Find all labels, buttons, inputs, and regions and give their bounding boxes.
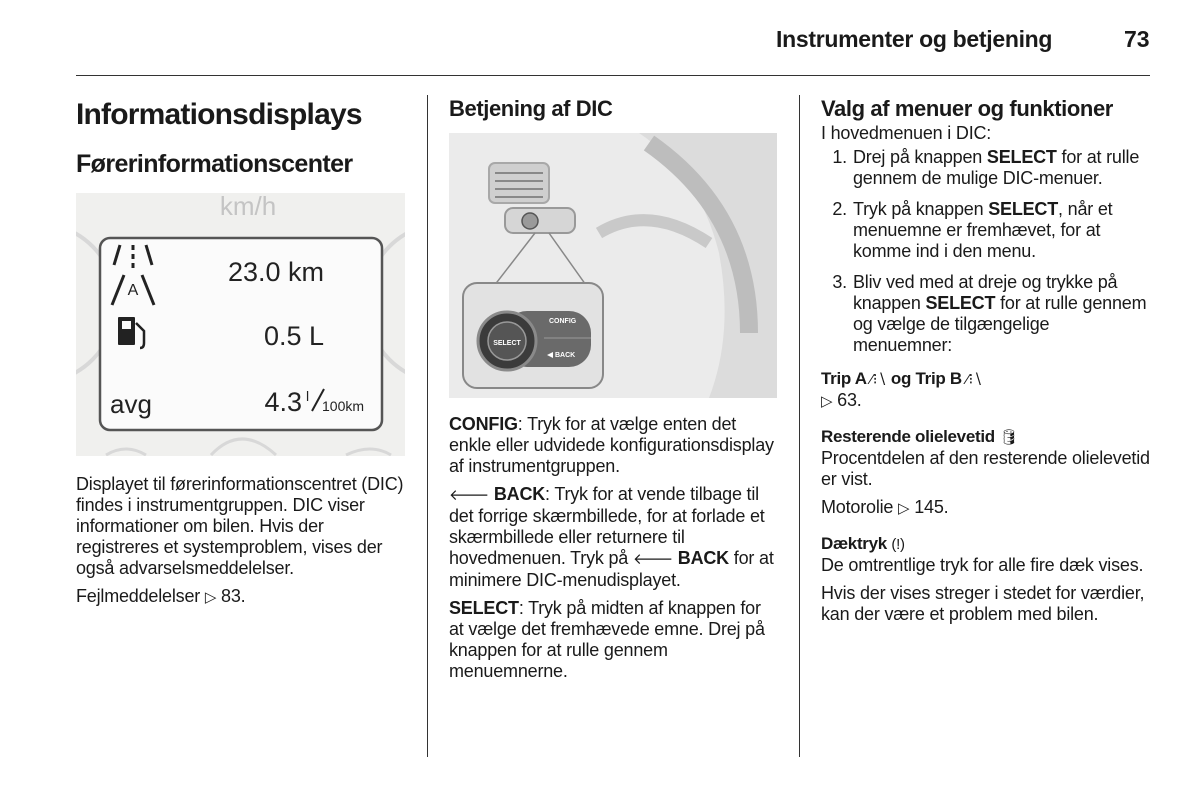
avg-label: avg [110, 389, 152, 419]
column-2 [449, 95, 779, 682]
svg-text:l: l [306, 388, 310, 404]
list-item: 2. Tryk på knappen SELECT, når et menuemne er fremhævet, for at komme ind i den menu. [832, 199, 1113, 261]
trip-heading: Trip A ⁄⁝∖ og Trip B ⁄⁝∖ [821, 369, 983, 388]
error-messages-ref: 83. [221, 586, 246, 606]
trip-a-icon: ⁄⁝∖ [870, 371, 887, 388]
section-heading: Informationsdisplays [76, 98, 362, 131]
svg-text:A: A [127, 282, 139, 299]
menus-intro: I hovedmenuen i DIC: [821, 123, 992, 143]
page-ref-icon: ▷ [898, 500, 910, 517]
trip-ref: ▷ 63. [821, 390, 862, 410]
menus-heading: Valg af menuer og funktioner [821, 96, 1113, 121]
tire-pressure-text-2: Hvis der vises streger i stedet for værdier, kan der være et problem med bilen. [821, 583, 1145, 624]
list-item: 3. Bliv ved med at dreje og trykke på knappen SELECT for at rulle gennem og vælge de tilgængelige menuemner: [832, 272, 1147, 355]
tire-pressure-text-1: De omtrentlige tryk for alle fire dæk vises. [821, 555, 1144, 575]
dic-display-figure [76, 193, 405, 456]
steering-controls-illustration [449, 133, 777, 398]
list-item: 1. Drej på knappen SELECT for at rulle gennem de mulige DIC-menuer. [832, 147, 1140, 188]
steering-controls-figure [449, 133, 777, 398]
back-button-label: BACK [555, 352, 576, 359]
oil-life-text: Procentdelen af den resterende olielevetid er vist. [821, 448, 1150, 489]
operation-heading: Betjening af DIC [449, 96, 613, 121]
dic-display-illustration [76, 193, 405, 456]
tire-pressure-icon: (!) [891, 536, 905, 553]
fuel-used-value: 0.5 L [263, 321, 324, 351]
oil-ref: Motorolie ▷ 145. [821, 497, 949, 517]
column-3 [821, 95, 1151, 625]
page-number: 73 [1124, 26, 1150, 52]
header-rule [76, 75, 1150, 76]
speed-unit-label: km/h [219, 193, 277, 221]
oil-life-heading: Resterende olielevetid 🛢 [821, 427, 1019, 446]
trip-b-icon: ⁄⁝∖ [966, 371, 983, 388]
select-term: SELECT [449, 598, 519, 618]
config-button-label: CONFIG [549, 318, 577, 325]
column-divider-1 [427, 95, 428, 757]
page-ref-icon: ▷ [821, 393, 833, 410]
paragraph-config: CONFIG: Tryk for at vælge enten det enkle eller udvidede konfigurationsdisplay af instrumentgruppen. [449, 414, 774, 476]
error-messages-label: Fejlmeddelelser [76, 586, 201, 606]
paragraph-select: SELECT: Tryk på midten af knappen for at vælge det fremhævede emne. Drej på knappen for at rulle gennem menuemnerne. [449, 598, 765, 681]
column-1 [76, 95, 406, 608]
avg-consumption-value: 4.3 [264, 387, 302, 417]
subsection-heading: Førerinformationscenter [76, 150, 353, 178]
back-arrow-icon: 🡐 [632, 551, 673, 568]
back-arrow-icon: 🡐 [449, 487, 490, 504]
config-term: CONFIG [449, 414, 518, 434]
column-divider-2 [799, 95, 800, 757]
trip-distance-value: 23.0 km [227, 257, 324, 287]
running-header-title: Instrumenter og betjening [776, 26, 1053, 52]
tire-pressure-heading: Dæktryk (!) [821, 534, 905, 553]
paragraph-back: 🡐 BACK: Tryk for at vende tilbage til det forrige skærmbillede, for at forlade et skærmbillede eller returnere til hovedmenuen. Tryk på 🡐 BACK for at minimere DIC-menudisplayet. [449, 484, 774, 590]
page-ref-icon: ▷ [204, 589, 217, 606]
paragraph-error-ref [76, 586, 406, 608]
paragraph-dic-intro: Displayet til førerinformationscentret (DIC) findes i instrumentgruppen. DIC viser informationer om bilen. Hvis der registreres et systemproblem, vises der også advarselsmeddelelser. [76, 474, 404, 578]
back-term: BACK [493, 484, 546, 504]
select-knob-label: SELECT [493, 340, 521, 347]
oil-can-icon: 🛢 [999, 429, 1019, 446]
svg-text:100km: 100km [322, 398, 365, 414]
steps-list [821, 147, 1151, 356]
